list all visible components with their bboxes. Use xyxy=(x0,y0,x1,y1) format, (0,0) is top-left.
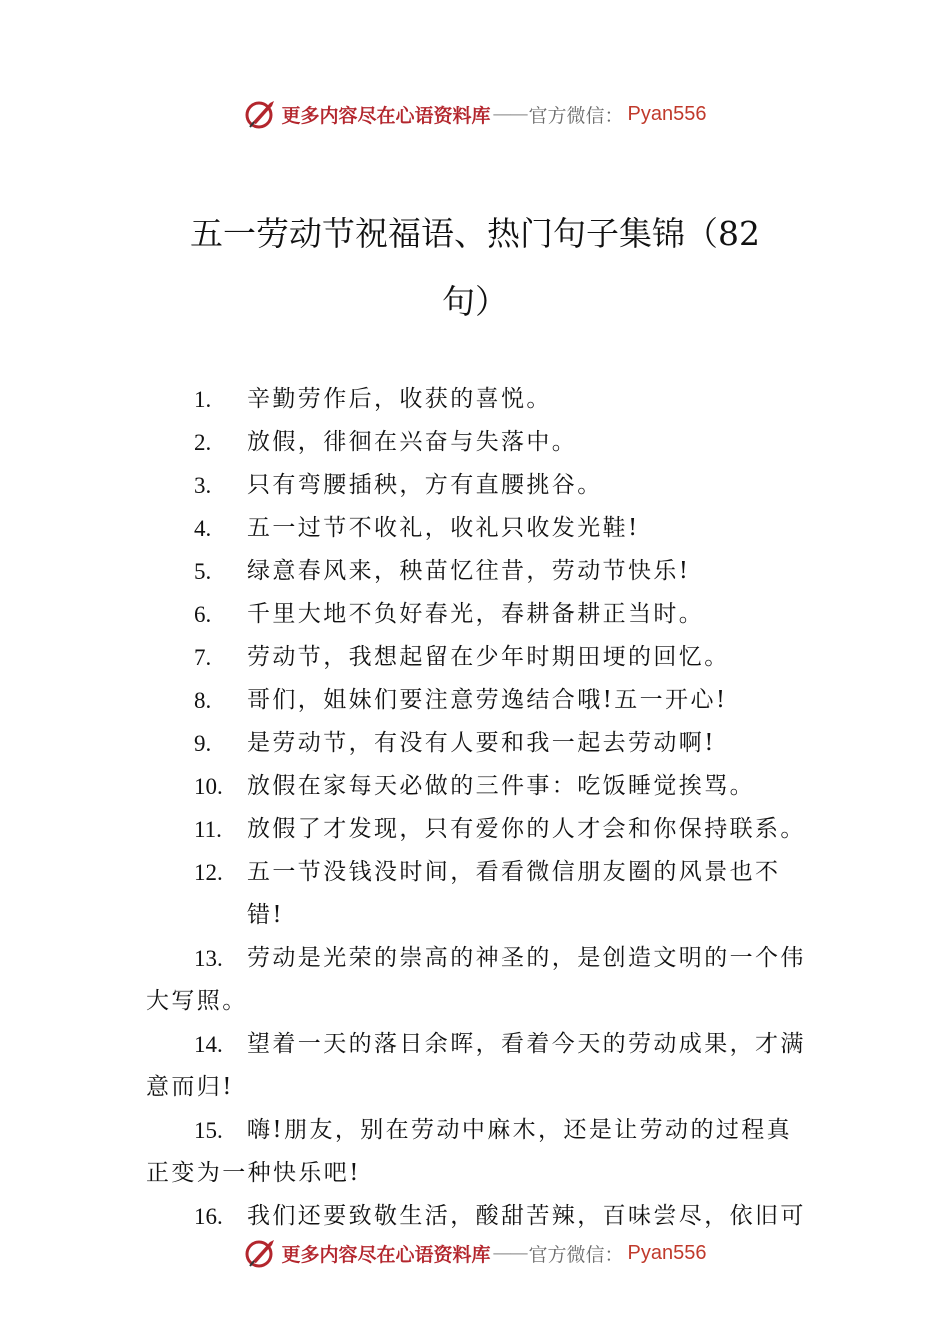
item-text: 放假在家每天必做的三件事：吃饭睡觉挨骂。 xyxy=(247,773,755,799)
quote-list xyxy=(146,378,810,1238)
item-number: 2. xyxy=(194,430,212,455)
item-text: 劳动是光荣的崇高的神圣的，是创造文明的一个伟大写照。 xyxy=(146,945,806,1014)
list-item xyxy=(146,808,810,851)
list-item xyxy=(146,421,810,464)
banner-wechat-label: 官方微信： xyxy=(528,104,624,127)
list-item xyxy=(146,765,810,808)
item-number: 11. xyxy=(194,817,222,842)
banner-dash: —— xyxy=(492,1242,527,1264)
item-number: 6. xyxy=(194,602,212,627)
item-text: 劳动节，我想起留在少年时期田埂的回忆。 xyxy=(247,644,730,670)
item-text: 五一过节不收礼，收礼只收发光鞋! xyxy=(247,515,640,541)
list-item xyxy=(146,550,810,593)
item-number: 5. xyxy=(194,559,212,584)
item-number: 9. xyxy=(194,731,212,756)
quill-pen-logo-icon xyxy=(244,97,278,131)
item-number: 15. xyxy=(194,1118,223,1143)
item-number: 7. xyxy=(194,645,212,670)
item-text: 放假，徘徊在兴奋与失落中。 xyxy=(247,429,578,455)
item-number: 16. xyxy=(194,1204,223,1229)
list-item xyxy=(146,378,810,421)
list-item xyxy=(146,679,810,722)
item-text: 绿意春风来，秧苗忆往昔，劳动节快乐! xyxy=(247,558,691,584)
item-text: 辛勤劳作后，收获的喜悦。 xyxy=(247,386,552,412)
banner-text: 更多内容尽在心语资料库 xyxy=(281,104,491,127)
item-text: 望着一天的落日余晖，看着今天的劳动成果，才满意而归! xyxy=(146,1031,806,1100)
banner-text: 更多内容尽在心语资料库 xyxy=(281,1243,491,1266)
list-item xyxy=(146,464,810,507)
banner-dash: —— xyxy=(492,103,527,125)
quill-pen-logo-icon xyxy=(244,1236,278,1270)
list-item xyxy=(146,636,810,679)
item-number: 3. xyxy=(194,473,212,498)
title-line-2: 句） xyxy=(442,282,508,321)
item-text: 五一节没钱没时间，看看微信朋友圈的风景也不错! xyxy=(247,859,781,928)
item-number: 8. xyxy=(194,688,212,713)
footer-banner xyxy=(0,1233,950,1273)
list-item xyxy=(146,593,810,636)
item-text: 只有弯腰插秧，方有直腰挑谷。 xyxy=(247,472,603,498)
item-text: 哥们，姐妹们要注意劳逸结合哦!五一开心! xyxy=(247,687,728,713)
item-text: 我们还要致敬生活，酸甜苦辣，百味尝尽，依旧可 xyxy=(247,1203,806,1229)
item-text: 放假了才发现，只有爱你的人才会和你保持联系。 xyxy=(247,816,806,842)
item-text: 千里大地不负好春光，春耕备耕正当时。 xyxy=(247,601,705,627)
item-text: 是劳动节，有没有人要和我一起去劳动啊! xyxy=(247,730,716,756)
banner-wechat-id: Pyan556 xyxy=(627,1241,707,1264)
list-item xyxy=(146,507,810,550)
title-line-1: 五一劳动节祝福语、热门句子集锦（82 xyxy=(190,214,760,253)
list-item xyxy=(146,1195,810,1238)
item-number: 12. xyxy=(194,860,223,885)
list-item xyxy=(146,851,810,937)
banner-wechat-id: Pyan556 xyxy=(627,102,707,125)
item-number: 14. xyxy=(194,1032,223,1057)
item-number: 1. xyxy=(194,387,212,412)
list-item xyxy=(146,937,810,1023)
item-number: 13. xyxy=(194,946,223,971)
document-title xyxy=(140,200,810,336)
item-text: 嗨!朋友，别在劳动中麻木，还是让劳动的过程真正变为一种快乐吧! xyxy=(146,1117,793,1186)
list-item xyxy=(146,1109,810,1195)
item-number: 10. xyxy=(194,774,223,799)
item-number: 4. xyxy=(194,516,212,541)
list-item xyxy=(146,722,810,765)
header-banner xyxy=(0,94,950,134)
list-item xyxy=(146,1023,810,1109)
banner-wechat-label: 官方微信： xyxy=(528,1243,624,1266)
